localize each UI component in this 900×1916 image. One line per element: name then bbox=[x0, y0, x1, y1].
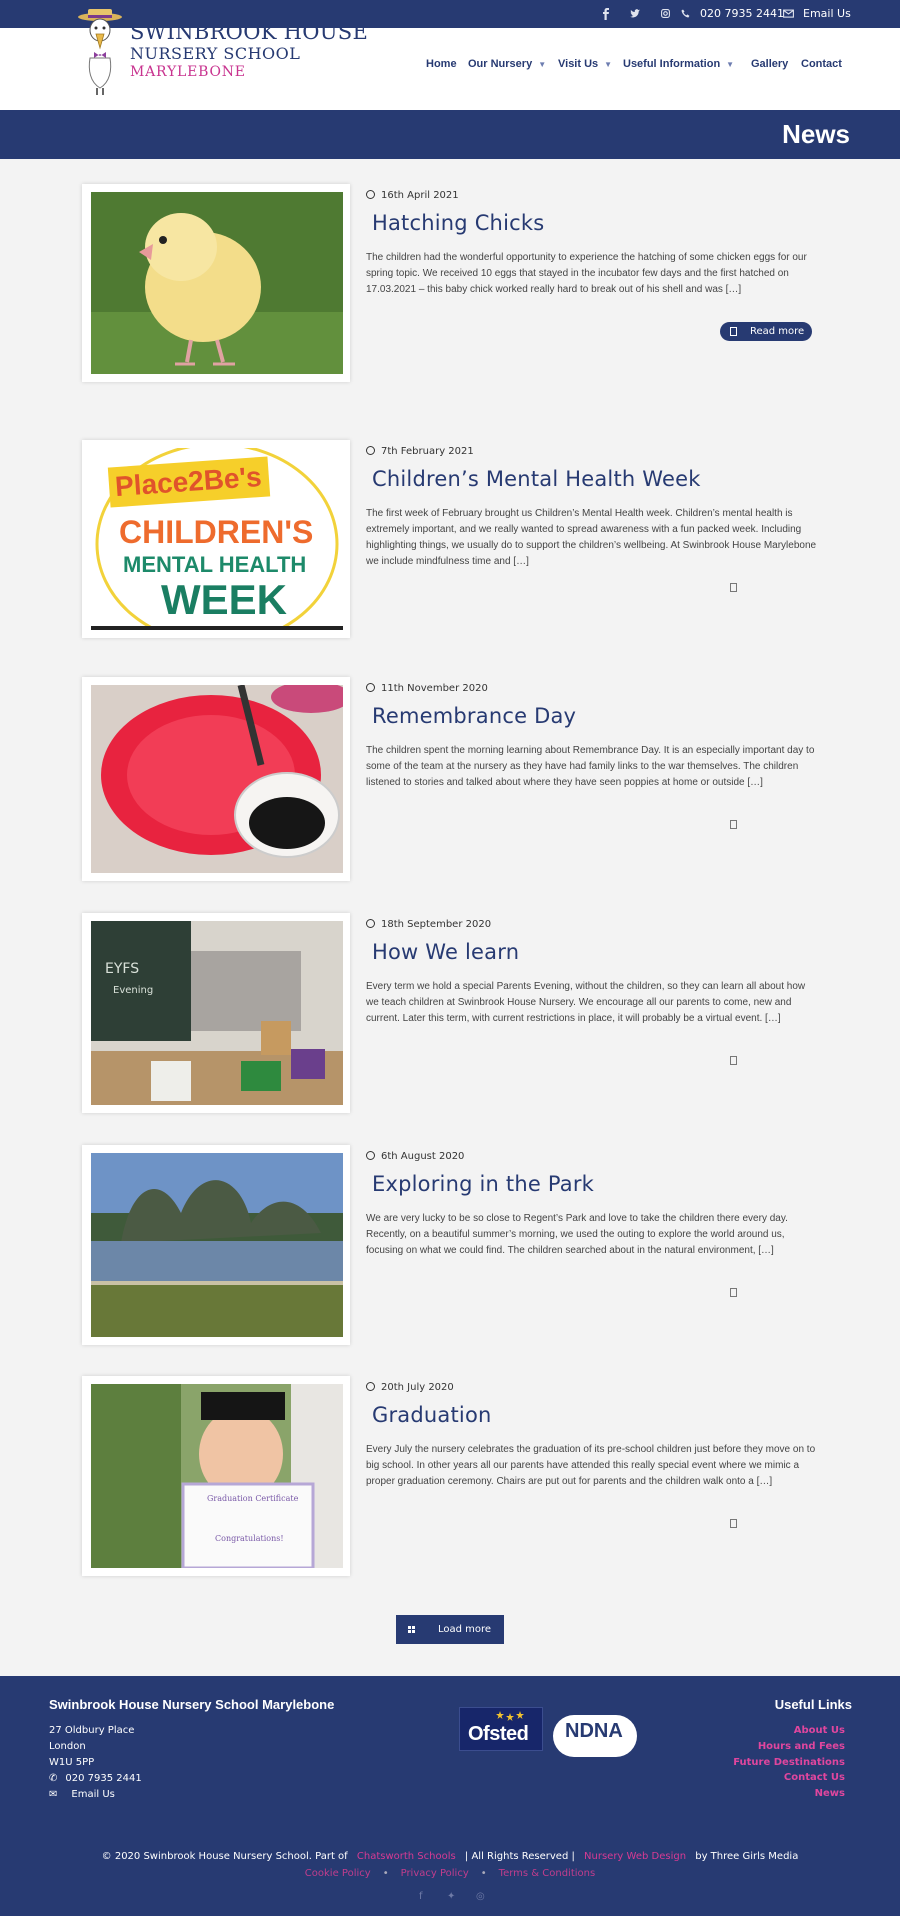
post-date bbox=[366, 446, 474, 457]
painted-plate-photo bbox=[91, 685, 343, 873]
footer-email-label: Email Us bbox=[71, 1789, 115, 1800]
twitter-icon[interactable] bbox=[630, 0, 640, 28]
load-more-button[interactable] bbox=[396, 1615, 504, 1644]
read-more-label bbox=[750, 582, 804, 593]
news-post bbox=[82, 1376, 822, 1586]
twitter-icon[interactable]: ✦ bbox=[447, 1891, 456, 1902]
document-icon bbox=[730, 583, 737, 592]
chevron-down-icon: ▼ bbox=[726, 60, 735, 69]
post-title[interactable]: Remembrance Day bbox=[372, 704, 577, 728]
copyright-line bbox=[0, 1851, 900, 1862]
rights-text: | All Rights Reserved | bbox=[464, 1851, 575, 1862]
ofsted-logo bbox=[459, 1707, 543, 1751]
certificate-congrats: Congratulations! bbox=[215, 1534, 284, 1543]
logo-line-2: NURSERY SCHOOL bbox=[130, 44, 301, 63]
post-excerpt: The children had the wonderful opportunity to experience the hatching of some chicken eggs for our spring topic. We received 10 eggs that stayed in the incubator few days and the first hatched on 17.03.2021 – this baby chick worked really hard to break out of his shell and was […] bbox=[366, 252, 807, 295]
document-icon bbox=[730, 1056, 737, 1065]
post-date-text: 20th July 2020 bbox=[381, 1382, 454, 1393]
ndna-logo bbox=[553, 1715, 637, 1757]
post-title[interactable]: How We learn bbox=[372, 940, 520, 964]
terms-link[interactable]: Terms & Conditions bbox=[498, 1868, 596, 1879]
footer-address-line: London bbox=[49, 1741, 86, 1752]
read-more-button[interactable] bbox=[720, 1283, 812, 1302]
chevron-down-icon: ▼ bbox=[604, 60, 613, 69]
post-date bbox=[366, 1382, 454, 1393]
graphic-line-1: Place2Be's bbox=[114, 460, 263, 503]
post-thumbnail[interactable] bbox=[82, 913, 350, 1113]
read-more-label bbox=[750, 1287, 804, 1298]
read-more-label bbox=[750, 1518, 804, 1529]
graphic-line-3: MENTAL HEALTH bbox=[123, 552, 307, 577]
post-excerpt: The children spent the morning learning about Remembrance Day. It is an especially important day to some of the team at the nursery as they have had family links to the war themselves. The children listened to stories and talked about where they have seen poppies at home or outside […] bbox=[366, 745, 815, 788]
graduation-photo bbox=[91, 1384, 343, 1568]
chevron-down-icon: ▼ bbox=[538, 60, 547, 69]
footer-email[interactable] bbox=[49, 1789, 115, 1800]
stork-mascot-icon bbox=[76, 8, 126, 96]
document-icon bbox=[730, 1519, 737, 1528]
separator: • bbox=[382, 1868, 389, 1879]
post-date bbox=[366, 190, 459, 201]
ofsted-logo-text: Ofsted bbox=[468, 1723, 529, 1745]
nav-useful-information-label: Useful Information bbox=[623, 58, 721, 70]
ndna-logo-text: NDNA bbox=[565, 1720, 623, 1742]
instagram-icon[interactable]: ◎ bbox=[476, 1891, 485, 1902]
graphic-line-2: CHILDREN'S bbox=[119, 514, 314, 550]
mental-health-week-graphic bbox=[91, 448, 343, 630]
stars-icon bbox=[496, 1711, 532, 1723]
read-more-label bbox=[750, 1055, 804, 1066]
nav-home[interactable]: Home bbox=[426, 58, 457, 70]
post-title[interactable]: Hatching Chicks bbox=[372, 211, 545, 235]
post-date bbox=[366, 683, 488, 694]
email-icon bbox=[783, 0, 794, 28]
footer-address-line: W1U 5PP bbox=[49, 1757, 95, 1768]
park-photo bbox=[91, 1153, 343, 1337]
graphic-line-4: WEEK bbox=[161, 576, 287, 623]
footer-link-contact-us[interactable]: Contact Us bbox=[783, 1772, 845, 1783]
web-design-link[interactable]: Nursery Web Design bbox=[584, 1851, 687, 1862]
post-excerpt: Every July the nursery celebrates the graduation of its pre-school children just before they move on to big school. In other years all our parents have attended this really special event where we mimic a proper graduation ceremony. Chairs are put out for parents and the children walk onto a […] bbox=[366, 1444, 816, 1487]
read-more-button[interactable] bbox=[720, 815, 812, 834]
post-thumbnail[interactable] bbox=[82, 1145, 350, 1345]
nav-contact[interactable]: Contact bbox=[801, 58, 842, 70]
news-post bbox=[82, 1145, 822, 1355]
post-title[interactable]: Children’s Mental Health Week bbox=[372, 467, 701, 491]
clock-icon bbox=[366, 919, 375, 928]
read-more-button[interactable] bbox=[720, 1051, 812, 1070]
post-title[interactable]: Graduation bbox=[372, 1403, 492, 1427]
post-date-text: 11th November 2020 bbox=[381, 683, 488, 694]
nav-our-nursery-label: Our Nursery bbox=[468, 58, 533, 70]
separator: • bbox=[480, 1868, 487, 1879]
post-date bbox=[366, 1151, 464, 1162]
cookie-policy-link[interactable]: Cookie Policy bbox=[304, 1868, 371, 1879]
read-more-label: Read more bbox=[750, 326, 805, 337]
clock-icon bbox=[366, 446, 375, 455]
post-date-text: 16th April 2021 bbox=[381, 190, 459, 201]
post-date bbox=[366, 919, 491, 930]
document-icon bbox=[730, 1288, 737, 1297]
facebook-icon[interactable]: f bbox=[419, 1891, 423, 1902]
phone-number[interactable]: 020 7935 2441 bbox=[700, 7, 784, 20]
chick-photo bbox=[91, 192, 343, 374]
phone-icon: ✆ bbox=[49, 1773, 58, 1784]
footer-link-hours-fees[interactable]: Hours and Fees bbox=[757, 1741, 845, 1752]
email-link[interactable]: Email Us bbox=[803, 7, 851, 20]
email-icon: ✉ bbox=[49, 1789, 58, 1800]
footer-address-line: 27 Oldbury Place bbox=[49, 1725, 135, 1736]
post-date-text: 6th August 2020 bbox=[381, 1151, 465, 1162]
facebook-icon[interactable] bbox=[602, 0, 610, 28]
instagram-icon[interactable] bbox=[661, 0, 670, 28]
footer-link-about-us[interactable]: About Us bbox=[793, 1725, 845, 1736]
useful-links-title: Useful Links bbox=[774, 1697, 852, 1712]
news-post bbox=[82, 677, 822, 887]
footer-phone[interactable] bbox=[49, 1773, 142, 1784]
credit-text: by Three Girls Media bbox=[695, 1851, 799, 1862]
news-post bbox=[82, 440, 822, 650]
read-more-button[interactable] bbox=[720, 578, 812, 597]
clock-icon bbox=[366, 190, 375, 199]
nav-our-nursery[interactable] bbox=[468, 58, 546, 70]
certificate-title: Graduation Certificate bbox=[207, 1494, 299, 1503]
school-logo[interactable] bbox=[76, 8, 369, 100]
page-title: News bbox=[782, 119, 850, 149]
read-more-label bbox=[750, 819, 804, 830]
clock-icon bbox=[366, 1151, 375, 1160]
read-more-button[interactable] bbox=[720, 1514, 812, 1533]
privacy-policy-link[interactable]: Privacy Policy bbox=[400, 1868, 469, 1879]
clock-icon bbox=[366, 1382, 375, 1391]
site-footer bbox=[0, 1676, 900, 1916]
grid-icon bbox=[408, 1626, 415, 1633]
footer-phone-number: 020 7935 2441 bbox=[65, 1773, 142, 1784]
clock-icon bbox=[366, 683, 375, 692]
read-more-button[interactable] bbox=[720, 322, 812, 341]
document-icon bbox=[730, 327, 737, 336]
post-date-text: 7th February 2021 bbox=[381, 446, 474, 457]
phone-icon bbox=[681, 0, 690, 28]
news-post bbox=[82, 913, 822, 1123]
post-thumbnail[interactable] bbox=[82, 677, 350, 881]
nav-useful-information[interactable] bbox=[623, 58, 734, 70]
classroom-photo bbox=[91, 921, 343, 1105]
logo-line-1: SWINBROOK HOUSE bbox=[130, 20, 369, 44]
post-title[interactable]: Exploring in the Park bbox=[372, 1172, 595, 1196]
svg-text:Evening: Evening bbox=[113, 985, 154, 996]
footer-link-future-destinations[interactable]: Future Destinations bbox=[733, 1757, 845, 1768]
copyright-text: © 2020 Swinbrook House Nursery School. Part of bbox=[101, 1851, 348, 1862]
post-thumbnail[interactable] bbox=[82, 440, 350, 638]
post-thumbnail[interactable] bbox=[82, 184, 350, 382]
logo-line-3: MARYLEBONE bbox=[130, 64, 246, 80]
page-banner bbox=[0, 110, 900, 159]
document-icon bbox=[730, 820, 737, 829]
post-excerpt: The first week of February brought us Children’s Mental Health week. Children’s mental health is extremely important, and we really wanted to spread awareness with a fun packed week. Including highlighting things, we usually do to support the children’s wellbeing. At Swinbrook House Marylebone we include mindfulness time and […] bbox=[366, 508, 817, 567]
nav-gallery[interactable]: Gallery bbox=[751, 58, 789, 70]
post-excerpt: Every term we hold a special Parents Evening, without the children, so they can learn all about how we teach children at Swinbrook House Nursery. We encourage all our parents to come, new and current. Later this term, with current restrictions in place, it will probably be a virtual event. […] bbox=[366, 981, 806, 1024]
news-post bbox=[82, 184, 822, 404]
svg-text:EYFS: EYFS bbox=[105, 961, 140, 977]
nav-visit-us[interactable] bbox=[558, 58, 612, 70]
nav-visit-us-label: Visit Us bbox=[558, 58, 599, 70]
chatsworth-link[interactable]: Chatsworth Schools bbox=[356, 1851, 456, 1862]
post-thumbnail[interactable] bbox=[82, 1376, 350, 1576]
footer-link-news[interactable]: News bbox=[814, 1788, 845, 1799]
load-more-label: Load more bbox=[438, 1624, 492, 1635]
legal-links bbox=[0, 1868, 900, 1879]
post-excerpt: We are very lucky to be so close to Regent’s Park and love to take the children there every day. Recently, on a beautiful summer’s morning, we used the outing to explore the world around us, focusing on what we could find. The children searched about in the natural environment, […] bbox=[366, 1213, 788, 1256]
post-date-text: 18th September 2020 bbox=[381, 919, 492, 930]
footer-school-name: Swinbrook House Nursery School Marylebone bbox=[49, 1697, 335, 1712]
